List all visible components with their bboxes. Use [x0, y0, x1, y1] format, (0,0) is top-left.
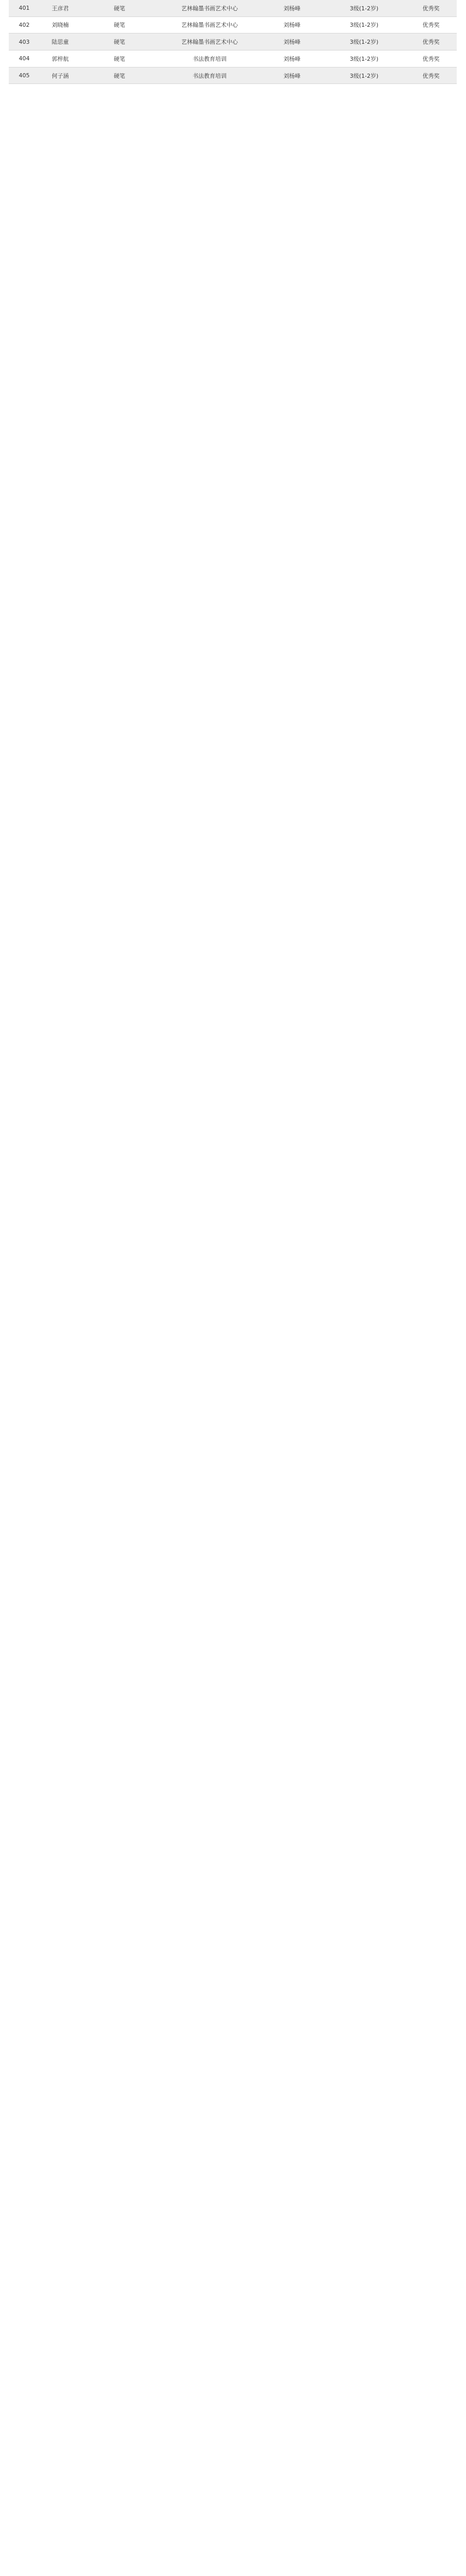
cell-level: 3级(1-2岁) [350, 22, 378, 29]
cell-no: 405 [19, 72, 30, 79]
table-row [9, 33, 457, 50]
cell-level: 3级(1-2岁) [350, 72, 378, 79]
cell-teacher: 刘杨峰 [283, 39, 301, 46]
cell-name: 王彦君 [51, 5, 69, 12]
cell-teacher: 刘杨峰 [283, 22, 301, 29]
table-row [9, 0, 457, 17]
cell-teacher: 刘杨峰 [283, 72, 301, 79]
cell-award: 优秀奖 [422, 55, 440, 62]
cell-no: 404 [19, 55, 30, 62]
cell-name: 郭梓航 [51, 55, 69, 62]
cell-no: 402 [19, 21, 30, 28]
cell-institution: 艺林翰墨书画艺术中心 [181, 22, 238, 29]
cell-institution: 书法教育培训 [193, 55, 227, 62]
cell-name: 陆思童 [51, 39, 69, 46]
table-row [9, 50, 457, 67]
cell-teacher: 刘杨峰 [283, 5, 301, 12]
cell-award: 优秀奖 [422, 5, 440, 12]
cell-category: 硬笔 [114, 55, 125, 62]
cell-award: 优秀奖 [422, 72, 440, 79]
cell-level: 3级(1-2岁) [350, 5, 378, 12]
table-row [9, 67, 457, 84]
cell-name: 刘晓楠 [51, 22, 69, 29]
cell-level: 3级(1-2岁) [350, 39, 378, 46]
cell-category: 硬笔 [114, 22, 125, 29]
cell-teacher: 刘杨峰 [283, 55, 301, 62]
table-row [9, 17, 457, 34]
cell-category: 硬笔 [114, 39, 125, 46]
cell-no: 401 [19, 5, 30, 12]
cell-category: 硬笔 [114, 72, 125, 79]
cell-no: 403 [19, 38, 30, 45]
cell-level: 3级(1-2岁) [350, 55, 378, 62]
cell-institution: 艺林翰墨书画艺术中心 [181, 39, 238, 46]
certificate-table [9, 0, 457, 2576]
cell-award: 优秀奖 [422, 39, 440, 46]
cell-institution: 书法教育培训 [193, 72, 227, 79]
cell-award: 优秀奖 [422, 22, 440, 29]
cell-institution: 艺林翰墨书画艺术中心 [181, 5, 238, 12]
cell-category: 硬笔 [114, 5, 125, 12]
cell-name: 何子涵 [51, 72, 69, 79]
